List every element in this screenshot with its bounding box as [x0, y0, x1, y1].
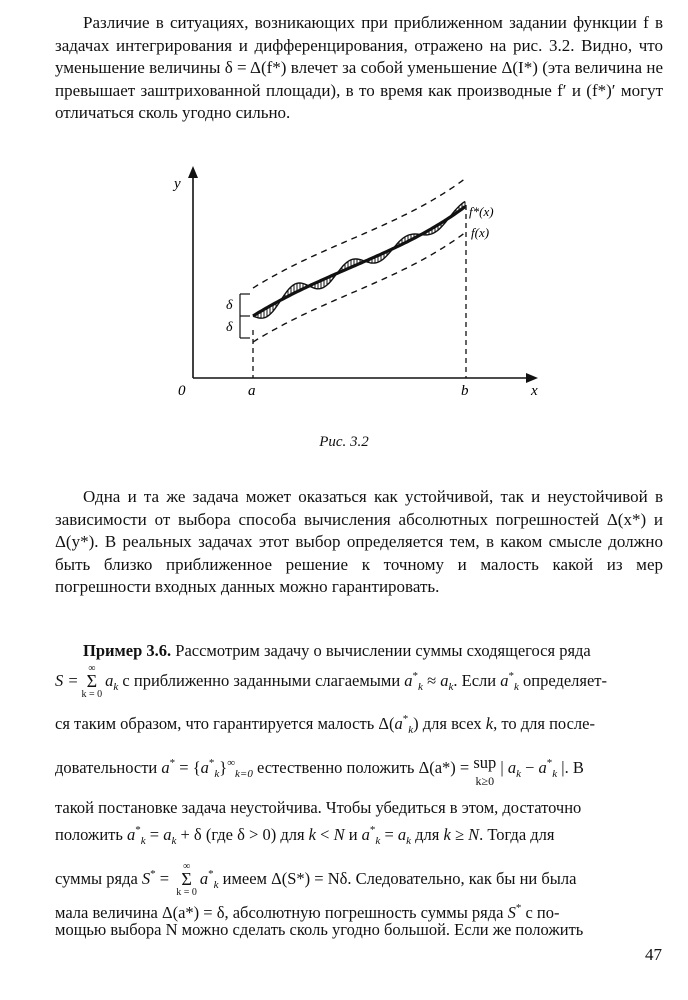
- x-axis-arrow: [526, 373, 538, 383]
- example-line-5: такой постановке задача неустойчива. Чтобы убедиться в этом, достаточно: [55, 798, 582, 817]
- f-star-curve: [253, 202, 465, 319]
- example-line-8: мала величина Δ(a*) = δ, абсолютную погрешность суммы ряда S* с по-: [55, 902, 560, 922]
- example-line-6: положить $a^*_k = a_k + \delta$ (где δ > 0) для k < N и $a^*_k = a_k$ для k ≥ N. Тогда для: [55, 824, 555, 847]
- page-number: 47: [645, 945, 662, 964]
- figure-caption: Рис. 3.2: [319, 434, 369, 450]
- delta-lower-label: δ: [226, 320, 233, 335]
- y-axis-label: y: [174, 176, 181, 192]
- example-line-7: суммы ряда S* = ∞ Σ k = 0 $a^*_k$ имеем Δ(S*) = Nδ. Следовательно, как бы ни была: [55, 861, 577, 898]
- figure-3-2: [0, 0, 688, 440]
- intro-paragraph: Различие в ситуациях, возникающих при приближенном задании функции f в задачах интегрирования и дифференцирования, отражено на рис. 3.2. Видно, что уменьшение величины δ = Δ(f*) влечет за собой уменьшение Δ(I*) (эта величина не превышает заштрихованной площади), в то время как производные f′ и (f*)′ могут отличаться сколь угодно сильно.: [55, 13, 663, 123]
- example-line-2: S = ∞ Σ k = 0 $a_k$ с приближенно заданными слагаемыми $a^*_k \approx a_k$. Если $a^*_k$ определяет-: [55, 663, 608, 700]
- y-axis-arrow: [188, 166, 198, 178]
- b-label: b: [461, 383, 469, 399]
- example-label: Пример 3.6.: [83, 641, 172, 660]
- paragraph-2: Одна и та же задача может оказаться как устойчивой, так и неустойчивой в зависимости от выбора способа вычисления абсолютных погрешностей Δ(x*) и Δ(y*). В реальных задачах этот выбор определяется тем, в каком смысле должно быть близко приближенное решение к точному и малость какой из мер погрешности входных данных можно гарантировать.: [55, 487, 663, 597]
- origin-label: 0: [178, 383, 186, 399]
- f-label: f(x): [471, 225, 490, 240]
- sum-symbol: ∞ Σ k = 0: [81, 663, 103, 700]
- lower-envelope-curve: [253, 233, 465, 342]
- delta-upper-label: δ: [226, 298, 233, 313]
- x-axis-label: x: [531, 383, 538, 399]
- f-star-label: f*(x): [469, 204, 494, 219]
- f-curve: [253, 207, 465, 316]
- example-line-3: ся таким образом, что гарантируется малость $\Delta(a^*_k)$ для всех k, то для после-: [55, 713, 595, 736]
- a-label: a: [248, 383, 256, 399]
- example-line-1: Пример 3.6. Рассмотрим задачу о вычислении суммы сходящегося ряда: [83, 641, 591, 660]
- example-line-4: довательности $a^* = \{a^*_k\}^\infty_{k=0}$ естественно положить Δ(a*) = sup k≥0 | $a_k - a^*_k$ |. В: [55, 753, 584, 788]
- example-line-9: мощью выбора N можно сделать сколь угодно большой. Если же положить: [55, 920, 584, 939]
